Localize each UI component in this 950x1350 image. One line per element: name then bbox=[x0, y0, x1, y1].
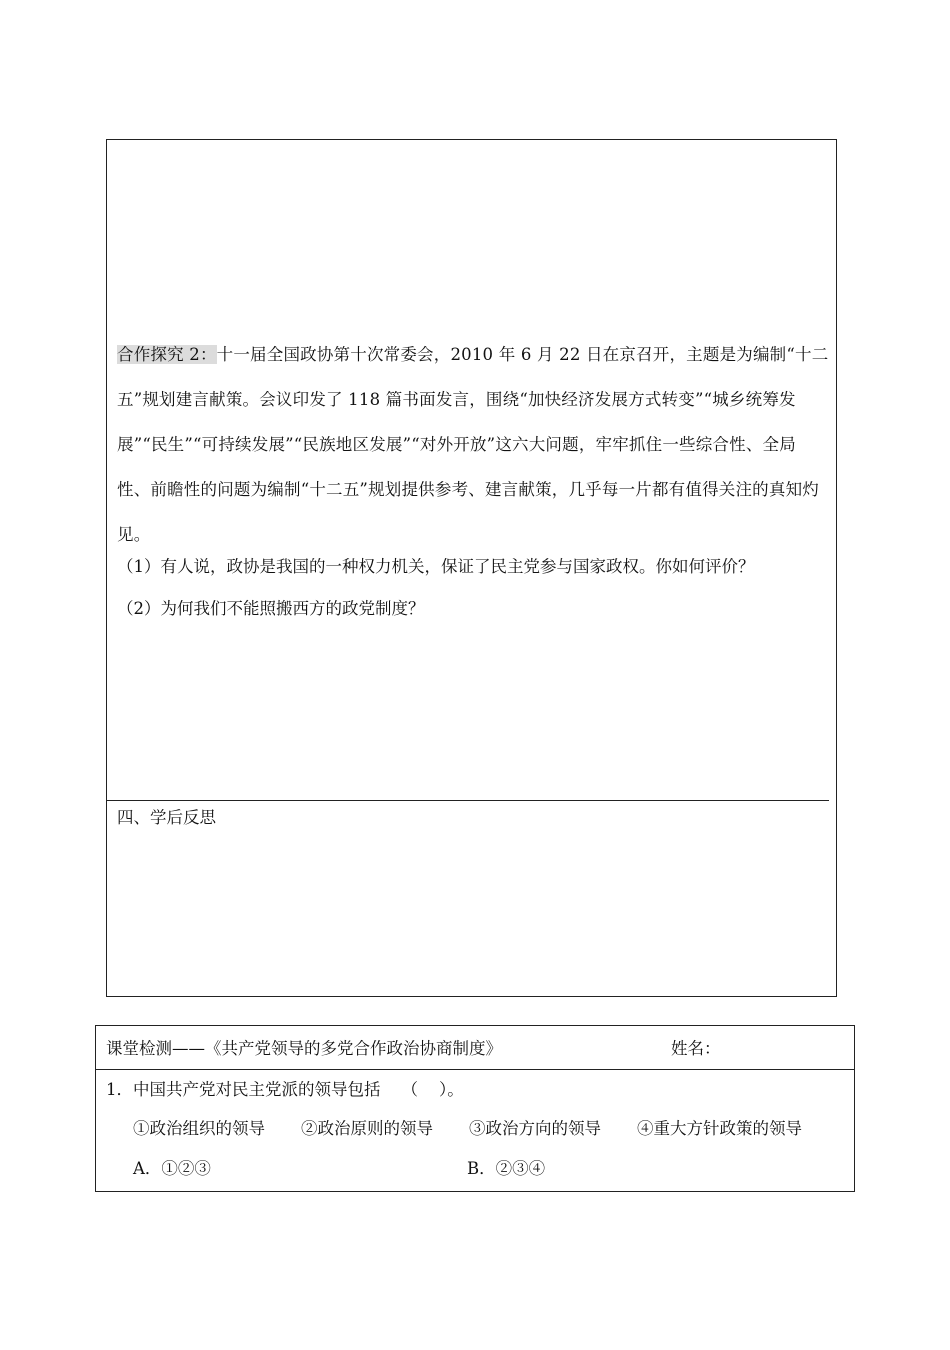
choice-item-2: ②政治原则的领导 bbox=[301, 1119, 433, 1138]
choice-item-1: ①政治组织的领导 bbox=[133, 1119, 265, 1138]
section-divider bbox=[107, 800, 829, 801]
quiz-box bbox=[95, 1025, 855, 1192]
inquiry-label: 合作探究 2： bbox=[117, 345, 217, 364]
choice-item-4: ④重大方针政策的领导 bbox=[637, 1119, 802, 1138]
quiz-header-row bbox=[96, 1026, 854, 1070]
name-label: 姓名： bbox=[671, 1039, 721, 1058]
reflection-title: 四、学后反思 bbox=[117, 808, 216, 827]
quiz-question-1: 1．中国共产党对民主党派的领导包括 （ ）。 bbox=[106, 1080, 464, 1099]
inquiry-paragraph bbox=[117, 332, 829, 557]
question-1: （1）有人说，政协是我国的一种权力机关，保证了民主党参与国家政权。你如何评价？ bbox=[117, 557, 755, 576]
option-a: A．①②③ bbox=[133, 1159, 211, 1178]
option-b: B．②③④ bbox=[467, 1159, 546, 1178]
quiz-title: 课堂检测——《共产党领导的多党合作政治协商制度》 bbox=[106, 1039, 502, 1058]
choice-item-3: ③政治方向的领导 bbox=[469, 1119, 601, 1138]
question-2: （2）为何我们不能照搬西方的政党制度？ bbox=[117, 599, 425, 618]
inquiry-box bbox=[106, 139, 837, 997]
inquiry-text: 十一届全国政协第十次常委会，2010 年 6 月 22 日在京召开，主题是为编制“十二五”规划建言献策。会议印发了 118 篇书面发言，围绕“加快经济发展方式转变”“城乡统筹发展”“民生”“可持续发展”“民族地区发展”“对外开放”这六大问题，牢牢抓住一些综合性、全局性、前瞻性的问题为编制“十二五”规划提供参考、建言献策，几乎每一片都有值得关注的真知灼见。 bbox=[117, 345, 829, 544]
